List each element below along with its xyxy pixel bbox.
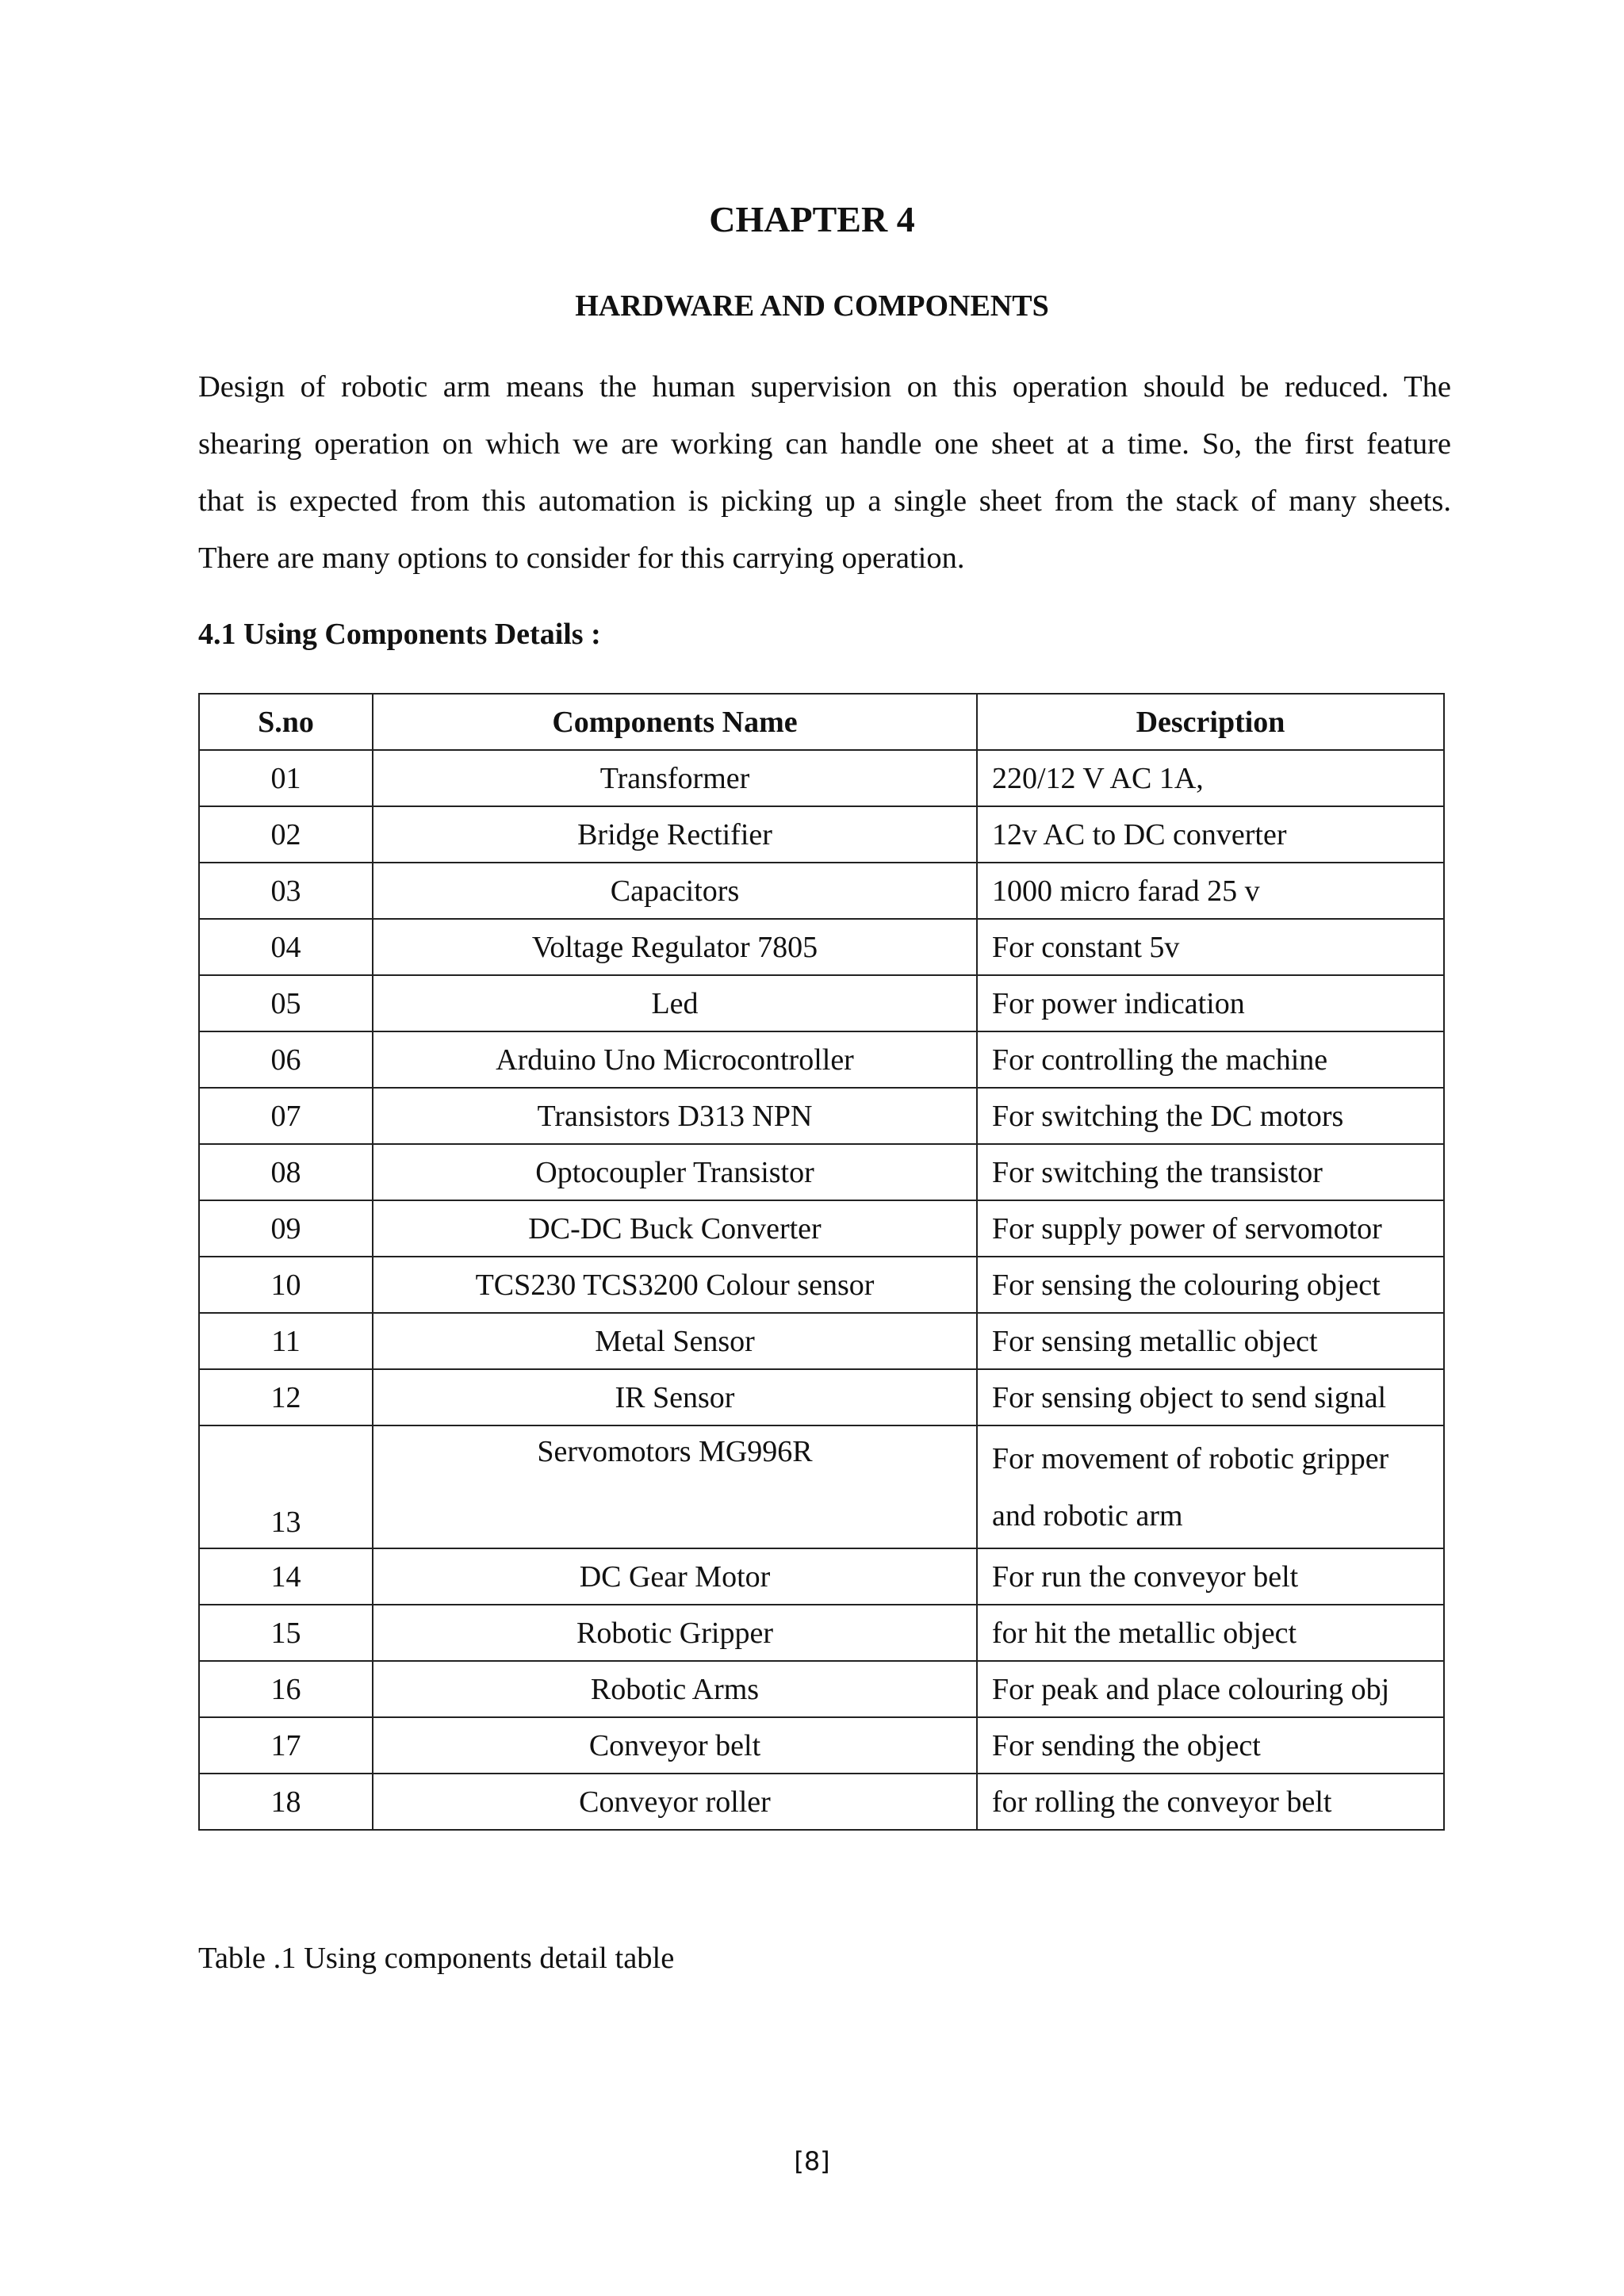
cell-component-name: Led (373, 975, 977, 1031)
cell-description: For sending the object (977, 1717, 1444, 1774)
table-row (199, 1717, 1444, 1774)
cell-component-name: Robotic Arms (373, 1661, 977, 1717)
cell-description: 1000 micro farad 25 v (977, 863, 1444, 919)
header-description: Description (977, 694, 1444, 750)
cell-description: For power indication (977, 975, 1444, 1031)
cell-sno: 01 (199, 750, 373, 806)
cell-sno: 11 (199, 1313, 373, 1369)
components-table (198, 693, 1445, 1831)
intro-line: Design of robotic arm means the human supervision on this operation should be reduced. The (198, 370, 1451, 404)
table-row (199, 1031, 1444, 1088)
cell-sno: 08 (199, 1144, 373, 1200)
table-row (199, 975, 1444, 1031)
table-row (199, 1605, 1444, 1661)
cell-description: for hit the metallic object (977, 1605, 1444, 1661)
cell-component-name: Conveyor belt (373, 1717, 977, 1774)
cell-component-name: Conveyor roller (373, 1774, 977, 1830)
cell-sno: 13 (199, 1425, 373, 1548)
table-row (199, 1661, 1444, 1717)
table-row (199, 919, 1444, 975)
cell-description: for rolling the conveyor belt (977, 1774, 1444, 1830)
header-components-name: Components Name (373, 694, 977, 750)
cell-sno: 02 (199, 806, 373, 863)
cell-description: For switching the DC motors (977, 1088, 1444, 1144)
intro-line: that is expected from this automation is picking up a single sheet from the stack of many sheets. (198, 484, 1451, 518)
cell-description: 220/12 V AC 1A, (977, 750, 1444, 806)
header-sno: S.no (199, 694, 373, 750)
cell-component-name: DC Gear Motor (373, 1548, 977, 1605)
cell-description: For controlling the machine (977, 1031, 1444, 1088)
cell-component-name: Voltage Regulator 7805 (373, 919, 977, 975)
cell-sno: 07 (199, 1088, 373, 1144)
table-row (199, 1257, 1444, 1313)
table-row (199, 1774, 1444, 1830)
table-row (199, 1088, 1444, 1144)
table-row (199, 1200, 1444, 1257)
cell-sno: 06 (199, 1031, 373, 1088)
table-row (199, 1313, 1444, 1369)
cell-component-name: IR Sensor (373, 1369, 977, 1425)
intro-paragraph (198, 358, 1451, 587)
table-row (199, 806, 1444, 863)
table-row (199, 1369, 1444, 1425)
cell-component-name: Transistors D313 NPN (373, 1088, 977, 1144)
cell-sno: 15 (199, 1605, 373, 1661)
cell-description: For constant 5v (977, 919, 1444, 975)
cell-sno: 09 (199, 1200, 373, 1257)
cell-component-name: Servomotors MG996R (373, 1425, 977, 1548)
table-caption: Table .1 Using components detail table (198, 1942, 675, 1975)
table-row (199, 750, 1444, 806)
section-title: HARDWARE AND COMPONENTS (575, 289, 1049, 323)
cell-component-name: Transformer (373, 750, 977, 806)
cell-description: For peak and place colouring obj (977, 1661, 1444, 1717)
cell-component-name: Optocoupler Transistor (373, 1144, 977, 1200)
cell-description: For movement of robotic gripper and robotic arm (977, 1425, 1444, 1548)
table-row (199, 863, 1444, 919)
cell-description: For sensing object to send signal (977, 1369, 1444, 1425)
cell-description: For sensing the colouring object (977, 1257, 1444, 1313)
table-row (199, 1548, 1444, 1605)
cell-component-name: DC-DC Buck Converter (373, 1200, 977, 1257)
cell-component-name: Arduino Uno Microcontroller (373, 1031, 977, 1088)
cell-sno: 12 (199, 1369, 373, 1425)
cell-sno: 04 (199, 919, 373, 975)
cell-sno: 05 (199, 975, 373, 1031)
cell-description: 12v AC to DC converter (977, 806, 1444, 863)
table-header-row (199, 694, 1444, 750)
page-number: [8] (794, 2146, 830, 2176)
cell-sno: 16 (199, 1661, 373, 1717)
cell-component-name: Metal Sensor (373, 1313, 977, 1369)
chapter-title: CHAPTER 4 (709, 199, 915, 239)
subsection-heading: 4.1 Using Components Details : (198, 618, 601, 651)
cell-component-name: Bridge Rectifier (373, 806, 977, 863)
cell-description: For run the conveyor belt (977, 1548, 1444, 1605)
cell-sno: 10 (199, 1257, 373, 1313)
cell-sno: 17 (199, 1717, 373, 1774)
cell-description: For supply power of servomotor (977, 1200, 1444, 1257)
intro-line: There are many options to consider for this carrying operation. (198, 541, 965, 575)
cell-sno: 18 (199, 1774, 373, 1830)
cell-component-name: Capacitors (373, 863, 977, 919)
intro-line: shearing operation on which we are working can handle one sheet at a time. So, the first feature (198, 427, 1451, 461)
cell-component-name: Robotic Gripper (373, 1605, 977, 1661)
cell-sno: 03 (199, 863, 373, 919)
table-row (199, 1144, 1444, 1200)
cell-description: For sensing metallic object (977, 1313, 1444, 1369)
cell-component-name: TCS230 TCS3200 Colour sensor (373, 1257, 977, 1313)
cell-sno: 14 (199, 1548, 373, 1605)
cell-description: For switching the transistor (977, 1144, 1444, 1200)
table-row (199, 1425, 1444, 1548)
